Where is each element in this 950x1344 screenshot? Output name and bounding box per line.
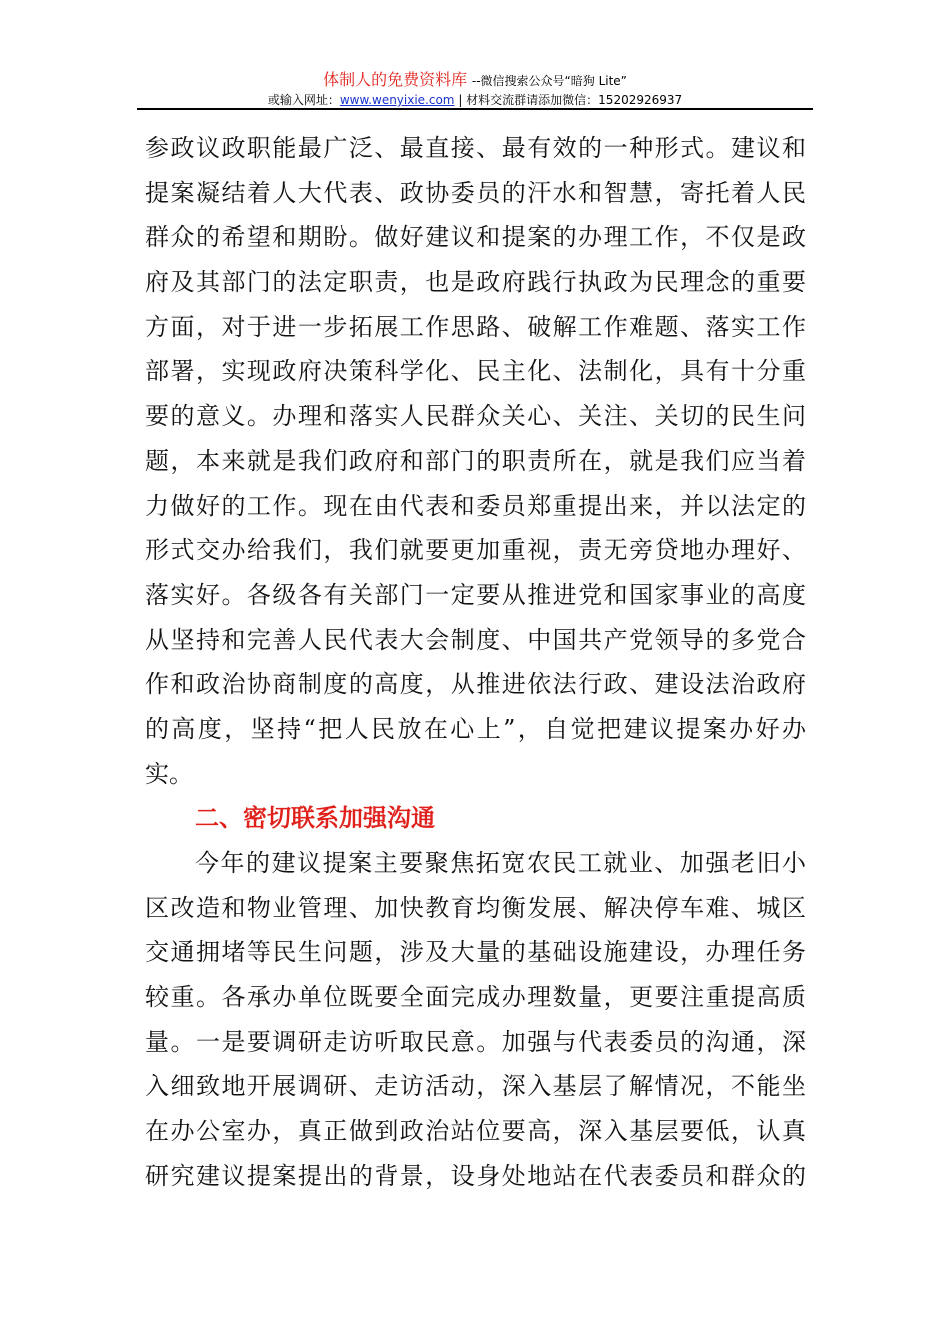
header-line-1 (137, 70, 813, 91)
page-header (137, 70, 813, 109)
text-line: 落实好。各级各有关部门一定要从推进党和国家事业的高度 (145, 580, 806, 609)
text-line: 研究建议提案提出的背景，设身处地站在代表委员和群众的 (145, 1161, 806, 1190)
site-name: 体制人的免费资料库 (323, 70, 468, 89)
text-line: 在办公室办，真正做到政治站位要高，深入基层要低，认真 (145, 1117, 806, 1146)
text-line: 今年的建议提案主要聚焦拓宽农民工就业、加强老旧小 (195, 849, 806, 877)
text-line: 要的意义。办理和落实人民群众关心、关注、关切的民生问 (145, 402, 806, 431)
paragraph-1 (145, 126, 806, 796)
text-line: 交通拥堵等民生问题，涉及大量的基础设施建设，办理任务 (145, 938, 806, 967)
text-line: 区改造和物业管理、加快教育均衡发展、解决停车难、城区 (145, 893, 806, 922)
text-line: 部署，实现政府决策科学化、民主化、法制化，具有十分重 (145, 357, 806, 386)
text-line: 形式交办给我们，我们就要更加重视，责无旁贷地办理好、 (145, 536, 806, 565)
text-line: 从坚持和完善人民代表大会制度、中国共产党领导的多党合 (145, 625, 806, 654)
text-line: 入细致地开展调研、走访活动，深入基层了解情况，不能坐 (145, 1072, 806, 1101)
text-line: 方面，对于进一步拓展工作思路、破解工作难题、落实工作 (145, 312, 806, 341)
website-link[interactable]: www.wenyixie.com (339, 93, 455, 107)
text-line: 实。 (145, 759, 193, 788)
header-divider (137, 108, 813, 110)
text-line: 府及其部门的法定职责，也是政府践行执政为民理念的重要 (145, 268, 806, 297)
document-body (145, 126, 806, 1199)
section-heading: 二、密切联系加强沟通 (195, 804, 435, 833)
text-line: 群众的希望和期盼。做好建议和提案的办理工作，不仅是政 (145, 223, 806, 252)
contact-info: | 材料交流群请添加微信：15202926937 (454, 93, 683, 107)
text-line: 较重。各承办单位既要全面完成办理数量，更要注重提高质 (145, 983, 806, 1012)
text-line: 力做好的工作。现在由代表和委员郑重提出来，并以法定的 (145, 491, 806, 520)
text-line: 提案凝结着人大代表、政协委员的汗水和智慧，寄托着人民 (145, 178, 806, 207)
text-line: 作和政治协商制度的高度，从推进依法行政、建设法治政府 (145, 670, 806, 699)
wechat-note: --微信搜索公众号“暗狗 Lite” (471, 74, 627, 88)
url-prefix: 或输入网址： (267, 93, 340, 107)
header-line-2 (137, 91, 813, 109)
text-line: 量。一是要调研走访听取民意。加强与代表委员的沟通，深 (145, 1027, 806, 1056)
text-line: 题，本来就是我们政府和部门的职责所在，就是我们应当着 (145, 446, 806, 475)
paragraph-2 (145, 841, 806, 1199)
text-line: 参政议政职能最广泛、最直接、最有效的一种形式。建议和 (145, 134, 806, 162)
text-line: 的高度，坚持“把人民放在心上”，自觉把建议提案办好办 (145, 714, 806, 743)
